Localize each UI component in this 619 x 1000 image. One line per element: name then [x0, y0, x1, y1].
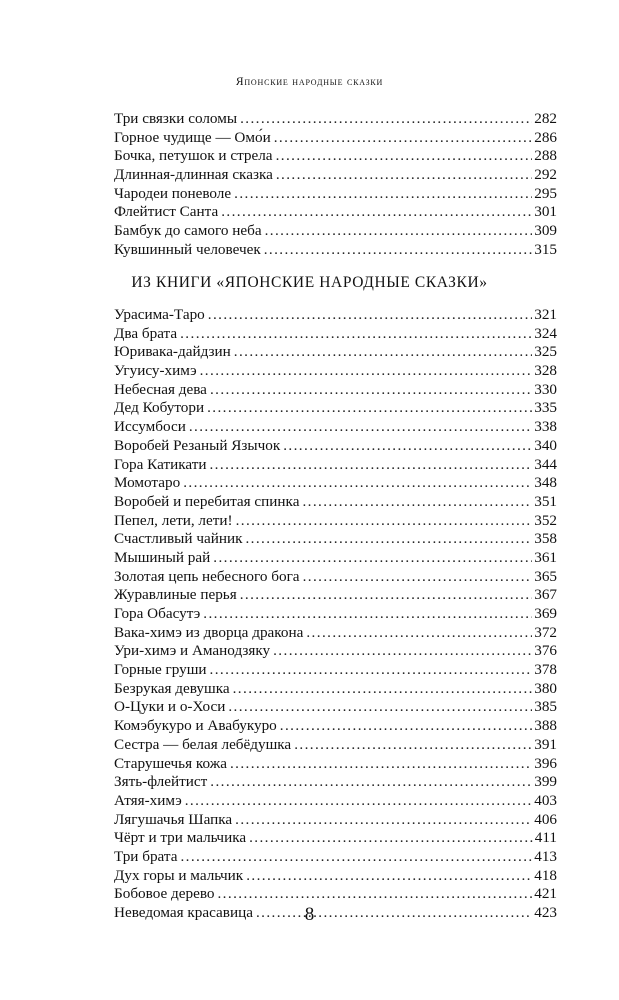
dot-leader	[276, 166, 532, 185]
toc-entry	[114, 549, 557, 568]
dot-leader	[265, 222, 533, 241]
dot-leader	[210, 661, 533, 680]
dot-leader	[234, 343, 532, 362]
toc-entry-page: 315	[534, 240, 557, 258]
toc-entry-title: Иссумбоси	[114, 418, 186, 436]
toc-entry-title: Неведомая красавица	[114, 904, 253, 921]
toc-entry	[114, 437, 557, 456]
dot-leader	[228, 698, 532, 717]
toc-entry	[114, 605, 557, 624]
toc-entry	[114, 493, 557, 512]
toc-entry-page: 418	[534, 866, 557, 884]
dot-leader	[221, 203, 532, 222]
toc-entry-title: Бочка, петушок и стрела	[114, 147, 273, 165]
dot-leader	[264, 241, 533, 260]
toc-entry-title: Угуису-химэ	[114, 362, 197, 380]
toc-entry-page: 358	[534, 530, 557, 548]
toc-entry-title: Длинная-длинная сказка	[114, 166, 273, 184]
dot-leader	[245, 530, 532, 549]
dot-leader	[302, 493, 532, 512]
toc-entry-page: 295	[534, 184, 557, 202]
toc-entry-page: 330	[534, 380, 557, 398]
toc-entry-title: Горные груши	[114, 661, 207, 679]
toc-entry-page: 309	[534, 222, 557, 240]
toc-entry-page: 338	[534, 418, 557, 436]
toc-entry	[114, 586, 557, 605]
toc-entry	[114, 362, 557, 381]
toc-entry-title: Сестра — белая лебёдушка	[114, 735, 292, 753]
dot-leader	[240, 110, 532, 129]
toc-entry	[114, 306, 557, 325]
toc-entry	[114, 829, 557, 848]
toc-entry-title: Счастливый чайник	[114, 530, 243, 548]
toc-entry	[114, 736, 557, 755]
running-title: Японские народные сказки	[235, 76, 384, 88]
toc-entry-page: 352	[534, 511, 557, 529]
toc-entry	[114, 530, 557, 549]
toc-entry	[114, 325, 557, 344]
toc-entry	[114, 241, 557, 260]
toc-entry	[114, 418, 557, 437]
toc-entry-page: 385	[534, 698, 557, 716]
toc-list-top	[114, 110, 557, 260]
toc-entry-page: 396	[534, 754, 557, 772]
toc-entry-title: Юривака-дайдзин	[114, 343, 231, 361]
toc-entry-page: 365	[534, 567, 557, 585]
toc-entry-title: Урасима-Таро	[114, 306, 205, 323]
toc-entry-title: Зять-флейтист	[114, 773, 208, 791]
dot-leader	[210, 381, 532, 400]
dot-leader	[273, 642, 532, 661]
dot-leader	[207, 399, 532, 418]
toc-entry	[114, 147, 557, 166]
toc-entry-page: 380	[534, 679, 557, 697]
toc-entry-page: 372	[534, 623, 557, 641]
dot-leader	[240, 586, 533, 605]
toc-entry-page: 376	[534, 642, 557, 660]
toc-entry-title: Безрукая девушка	[114, 679, 230, 697]
toc-entry-page: 351	[534, 492, 557, 510]
toc-entry	[114, 474, 557, 493]
toc-entry	[114, 642, 557, 661]
toc-entry-title: Бамбук до самого неба	[114, 222, 262, 240]
toc-entry	[114, 166, 557, 185]
toc-entry-page: 324	[534, 324, 557, 342]
toc-entry	[114, 773, 557, 792]
toc-entry-page: 406	[534, 810, 557, 828]
dot-leader	[283, 437, 532, 456]
dot-leader	[306, 624, 532, 643]
toc-entry-page: 288	[534, 147, 557, 165]
dot-leader	[185, 792, 533, 811]
dot-leader	[213, 549, 532, 568]
toc-entry-page: 282	[534, 110, 557, 127]
toc-entry	[114, 867, 557, 886]
dot-leader	[233, 680, 533, 699]
toc-entry-page: 286	[534, 128, 557, 146]
toc-entry	[114, 717, 557, 736]
toc-entry	[114, 110, 557, 129]
toc-entry	[114, 185, 557, 204]
toc-entry-page: 361	[534, 548, 557, 566]
toc-entry-title: Гора Катикати	[114, 455, 207, 473]
toc-entry-title: Дух горы и мальчик	[114, 866, 244, 884]
toc-entry-title: Небесная дева	[114, 380, 207, 398]
toc-entry-page: 328	[534, 362, 557, 380]
dot-leader	[217, 885, 532, 904]
toc-entry-title: Флейтист Санта	[114, 203, 219, 221]
toc-entry-title: Воробей и перебитая спинка	[114, 492, 300, 510]
dot-leader	[276, 147, 533, 166]
toc-entry-page: 369	[534, 605, 557, 622]
toc-entry	[114, 399, 557, 418]
dot-leader	[200, 362, 533, 381]
dot-leader	[203, 605, 532, 624]
toc-entry-title: Бобовое дерево	[114, 885, 215, 903]
toc-entry	[114, 381, 557, 400]
toc-entry-page: 344	[534, 455, 557, 473]
toc-entry-page: 411	[534, 829, 557, 847]
toc-entry	[114, 568, 557, 587]
section-heading: ИЗ КНИГИ «ЯПОНСКИЕ НАРОДНЫЕ СКАЗКИ»	[131, 274, 488, 291]
toc-entry-title: Вака-химэ из дворца дракона	[114, 623, 304, 641]
toc-entry	[114, 129, 557, 148]
toc-entry-title: Гора Обасутэ	[114, 605, 201, 622]
toc-entry	[114, 661, 557, 680]
toc-entry	[114, 792, 557, 811]
dot-leader	[249, 829, 533, 848]
toc-entry	[114, 456, 557, 475]
toc-entry-page: 388	[534, 717, 557, 735]
toc-entry-page: 340	[534, 436, 557, 454]
toc-entry	[114, 680, 557, 699]
toc-entry-title: Два брата	[114, 324, 178, 342]
dot-leader	[303, 568, 533, 587]
toc-entry-page: 423	[534, 904, 557, 921]
toc-entry	[114, 755, 557, 774]
toc-entry	[114, 343, 557, 362]
toc-entry-title: О-Цуки и о-Хоси	[114, 698, 226, 716]
toc-entry	[114, 203, 557, 222]
dot-leader	[180, 848, 532, 867]
dot-leader	[235, 811, 532, 830]
toc-entry	[114, 811, 557, 830]
toc-entry-page: 413	[534, 847, 557, 865]
toc-entry-title: Три брата	[114, 847, 178, 865]
toc-entry-page: 292	[534, 166, 557, 184]
dot-leader	[274, 129, 532, 148]
dot-leader	[230, 755, 532, 774]
toc-entry-title: Комэбукуро и Авабукуро	[114, 717, 277, 735]
toc-entry-page: 399	[534, 773, 557, 791]
toc-entry-title: Ури-химэ и Аманодзяку	[114, 642, 271, 660]
toc-entry-title: Пепел, лети, лети!	[114, 511, 233, 529]
toc-entry-title: Атяя-химэ	[114, 791, 182, 809]
dot-leader	[180, 325, 532, 344]
toc-entry-page: 348	[534, 474, 557, 492]
toc-entry-page: 301	[534, 203, 557, 221]
toc-entry-title: Золотая цепь небесного бога	[114, 567, 300, 585]
toc-entry	[114, 885, 557, 904]
toc-entry-title: Журавлиные перья	[114, 586, 237, 604]
toc-entry-page: 391	[534, 735, 557, 753]
toc-entry-title: Воробей Резаный Язычок	[114, 436, 281, 454]
toc-entry	[114, 624, 557, 643]
toc-list-bottom	[114, 306, 557, 923]
toc-entry-page: 321	[534, 306, 557, 323]
toc-entry-title: Горное чудище — Омо́и	[114, 128, 271, 146]
toc-entry-title: Мышиный рай	[114, 548, 211, 566]
toc-entry-page: 367	[534, 586, 557, 604]
toc-entry-title: Три связки соломы	[114, 110, 238, 127]
dot-leader	[280, 717, 532, 736]
dot-leader	[210, 773, 532, 792]
toc-entry-page: 403	[534, 791, 557, 809]
toc-entry-title: Кувшинный человечек	[114, 240, 261, 258]
dot-leader	[183, 474, 532, 493]
toc-entry-title: Старушечья кожа	[114, 754, 227, 772]
toc-entry	[114, 848, 557, 867]
toc-entry-title: Чародеи поневоле	[114, 184, 232, 202]
dot-leader	[294, 736, 532, 755]
dot-leader	[209, 456, 532, 475]
toc-entry	[114, 698, 557, 717]
page-number: 8	[304, 904, 315, 925]
dot-leader	[208, 306, 532, 325]
toc-entry-title: Дед Кобутори	[114, 399, 205, 417]
toc-entry-title: Момотаро	[114, 474, 181, 492]
toc-entry-page: 421	[534, 885, 557, 903]
dot-leader	[236, 512, 533, 531]
dot-leader	[246, 867, 532, 886]
dot-leader	[234, 185, 532, 204]
toc-entry-page: 378	[534, 661, 557, 679]
dot-leader	[189, 418, 532, 437]
toc-entry-page: 335	[534, 399, 557, 417]
toc-entry	[114, 512, 557, 531]
toc-entry-title: Чёрт и три мальчика	[114, 829, 247, 847]
toc-entry-title: Лягушачья Шапка	[114, 810, 233, 828]
toc-entry-page: 325	[534, 343, 557, 361]
toc-entry	[114, 222, 557, 241]
